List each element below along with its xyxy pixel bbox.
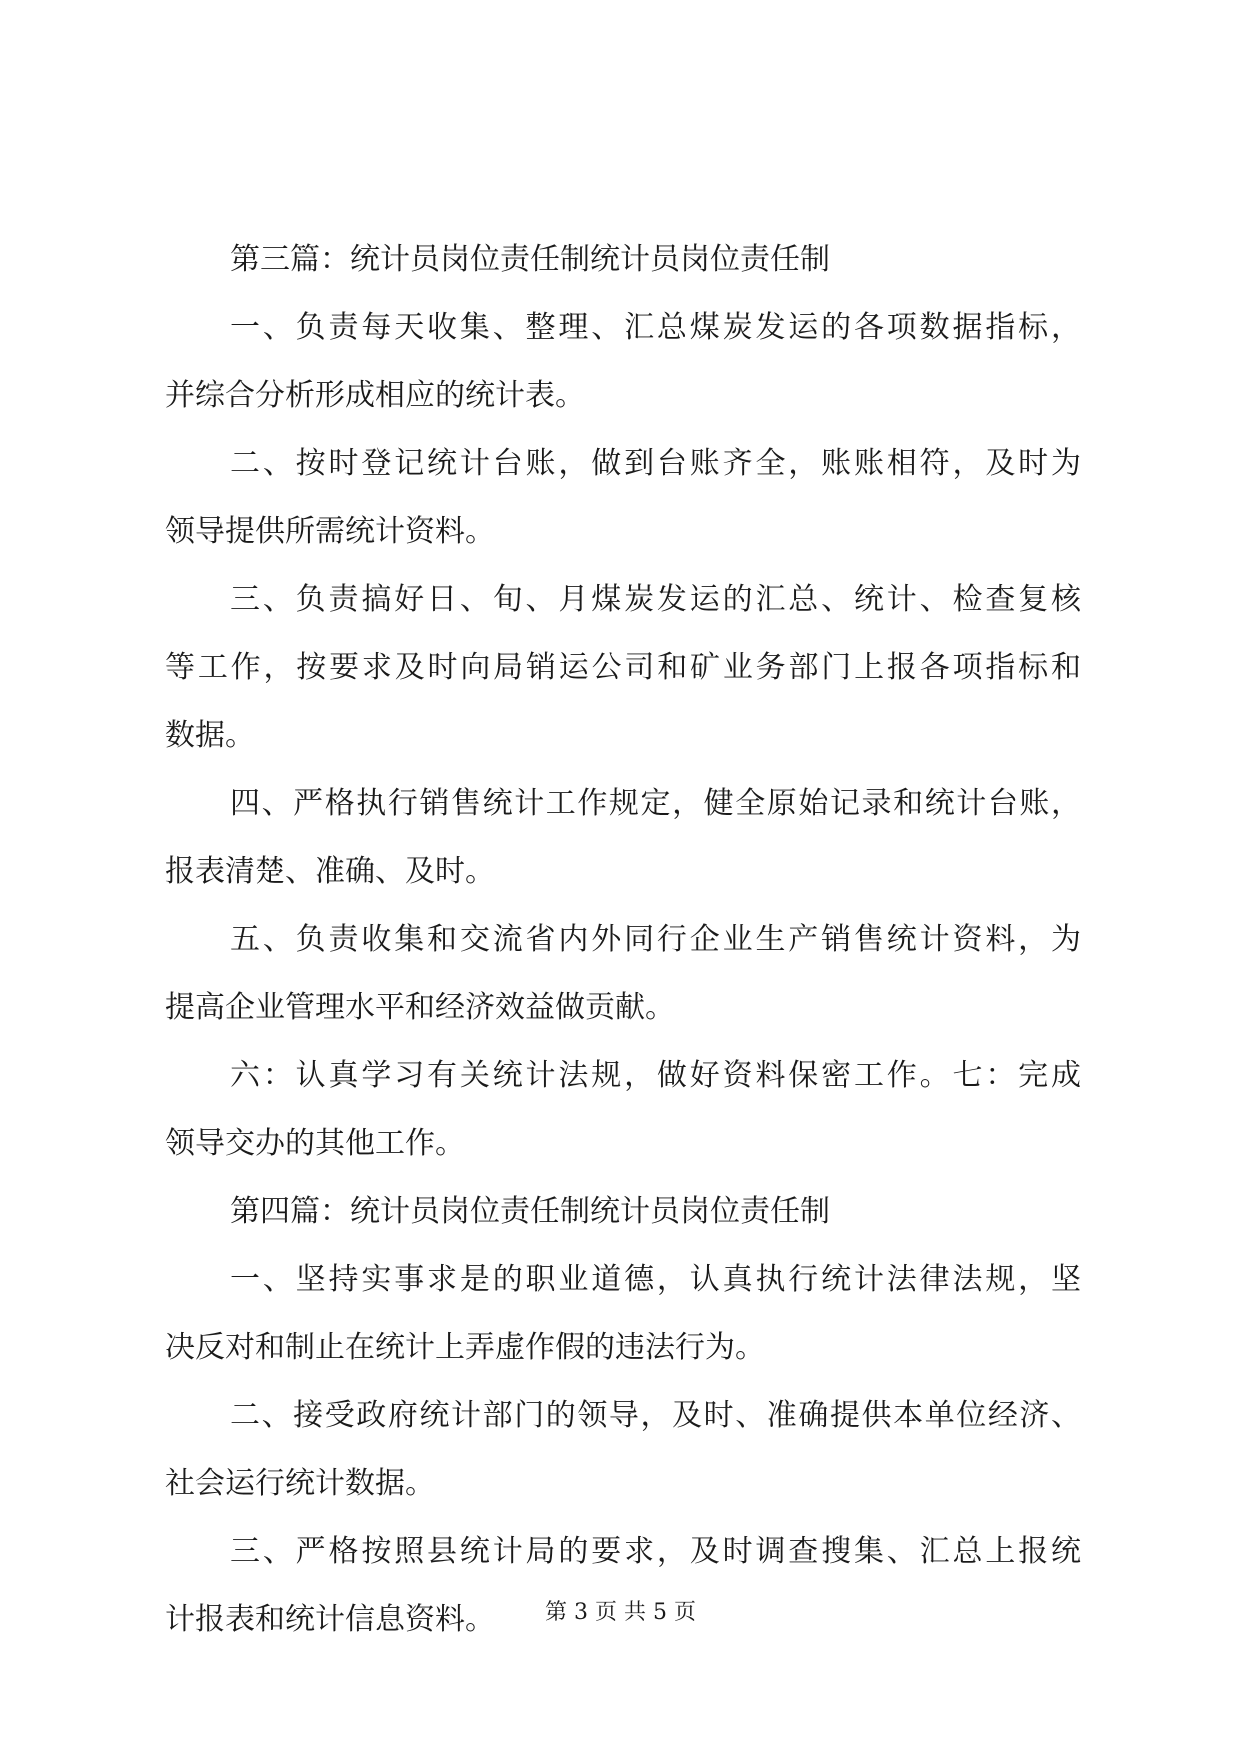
paragraph-line: 二、按时登记统计台账，做到台账齐全，账账相符，及时为 [230, 446, 1081, 481]
paragraph-line: 一、坚持实事求是的职业道德，认真执行统计法律法规，坚 [230, 1262, 1081, 1297]
paragraph-line: 一、负责每天收集、整理、汇总煤炭发运的各项数据指标， [230, 310, 1081, 345]
paragraph-line: 五、负责收集和交流省内外同行企业生产销售统计资料，为 [230, 922, 1081, 957]
document-body [165, 226, 1081, 1654]
section-heading-4: 第四篇：统计员岗位责任制统计员岗位责任制 [230, 1194, 830, 1229]
paragraph-line: 报表清楚、准确、及时。 [165, 854, 495, 889]
page-number-footer: 第 3 页 共 5 页 [545, 1600, 696, 1625]
paragraph-line: 提高企业管理水平和经济效益做贡献。 [165, 990, 675, 1025]
paragraph-line: 六：认真学习有关统计法规，做好资料保密工作。七：完成 [230, 1058, 1081, 1093]
paragraph-line: 领导交办的其他工作。 [165, 1126, 465, 1161]
paragraph-line: 计报表和统计信息资料。 [165, 1602, 495, 1637]
paragraph-line: 三、严格按照县统计局的要求，及时调查搜集、汇总上报统 [230, 1534, 1081, 1569]
paragraph-line: 领导提供所需统计资料。 [165, 514, 495, 549]
section-heading-3: 第三篇：统计员岗位责任制统计员岗位责任制 [230, 242, 830, 277]
paragraph-line: 数据。 [165, 718, 255, 753]
paragraph-line: 并综合分析形成相应的统计表。 [165, 378, 585, 413]
paragraph-line: 二、接受政府统计部门的领导，及时、准确提供本单位经济、 [230, 1398, 1081, 1433]
paragraph-line: 社会运行统计数据。 [165, 1466, 435, 1501]
paragraph-line: 三、负责搞好日、旬、月煤炭发运的汇总、统计、检查复核 [230, 582, 1081, 617]
paragraph-line: 四、严格执行销售统计工作规定，健全原始记录和统计台账， [230, 786, 1081, 821]
paragraph-line: 等工作，按要求及时向局销运公司和矿业务部门上报各项指标和 [165, 650, 1081, 685]
paragraph-line: 决反对和制止在统计上弄虚作假的违法行为。 [165, 1330, 765, 1365]
